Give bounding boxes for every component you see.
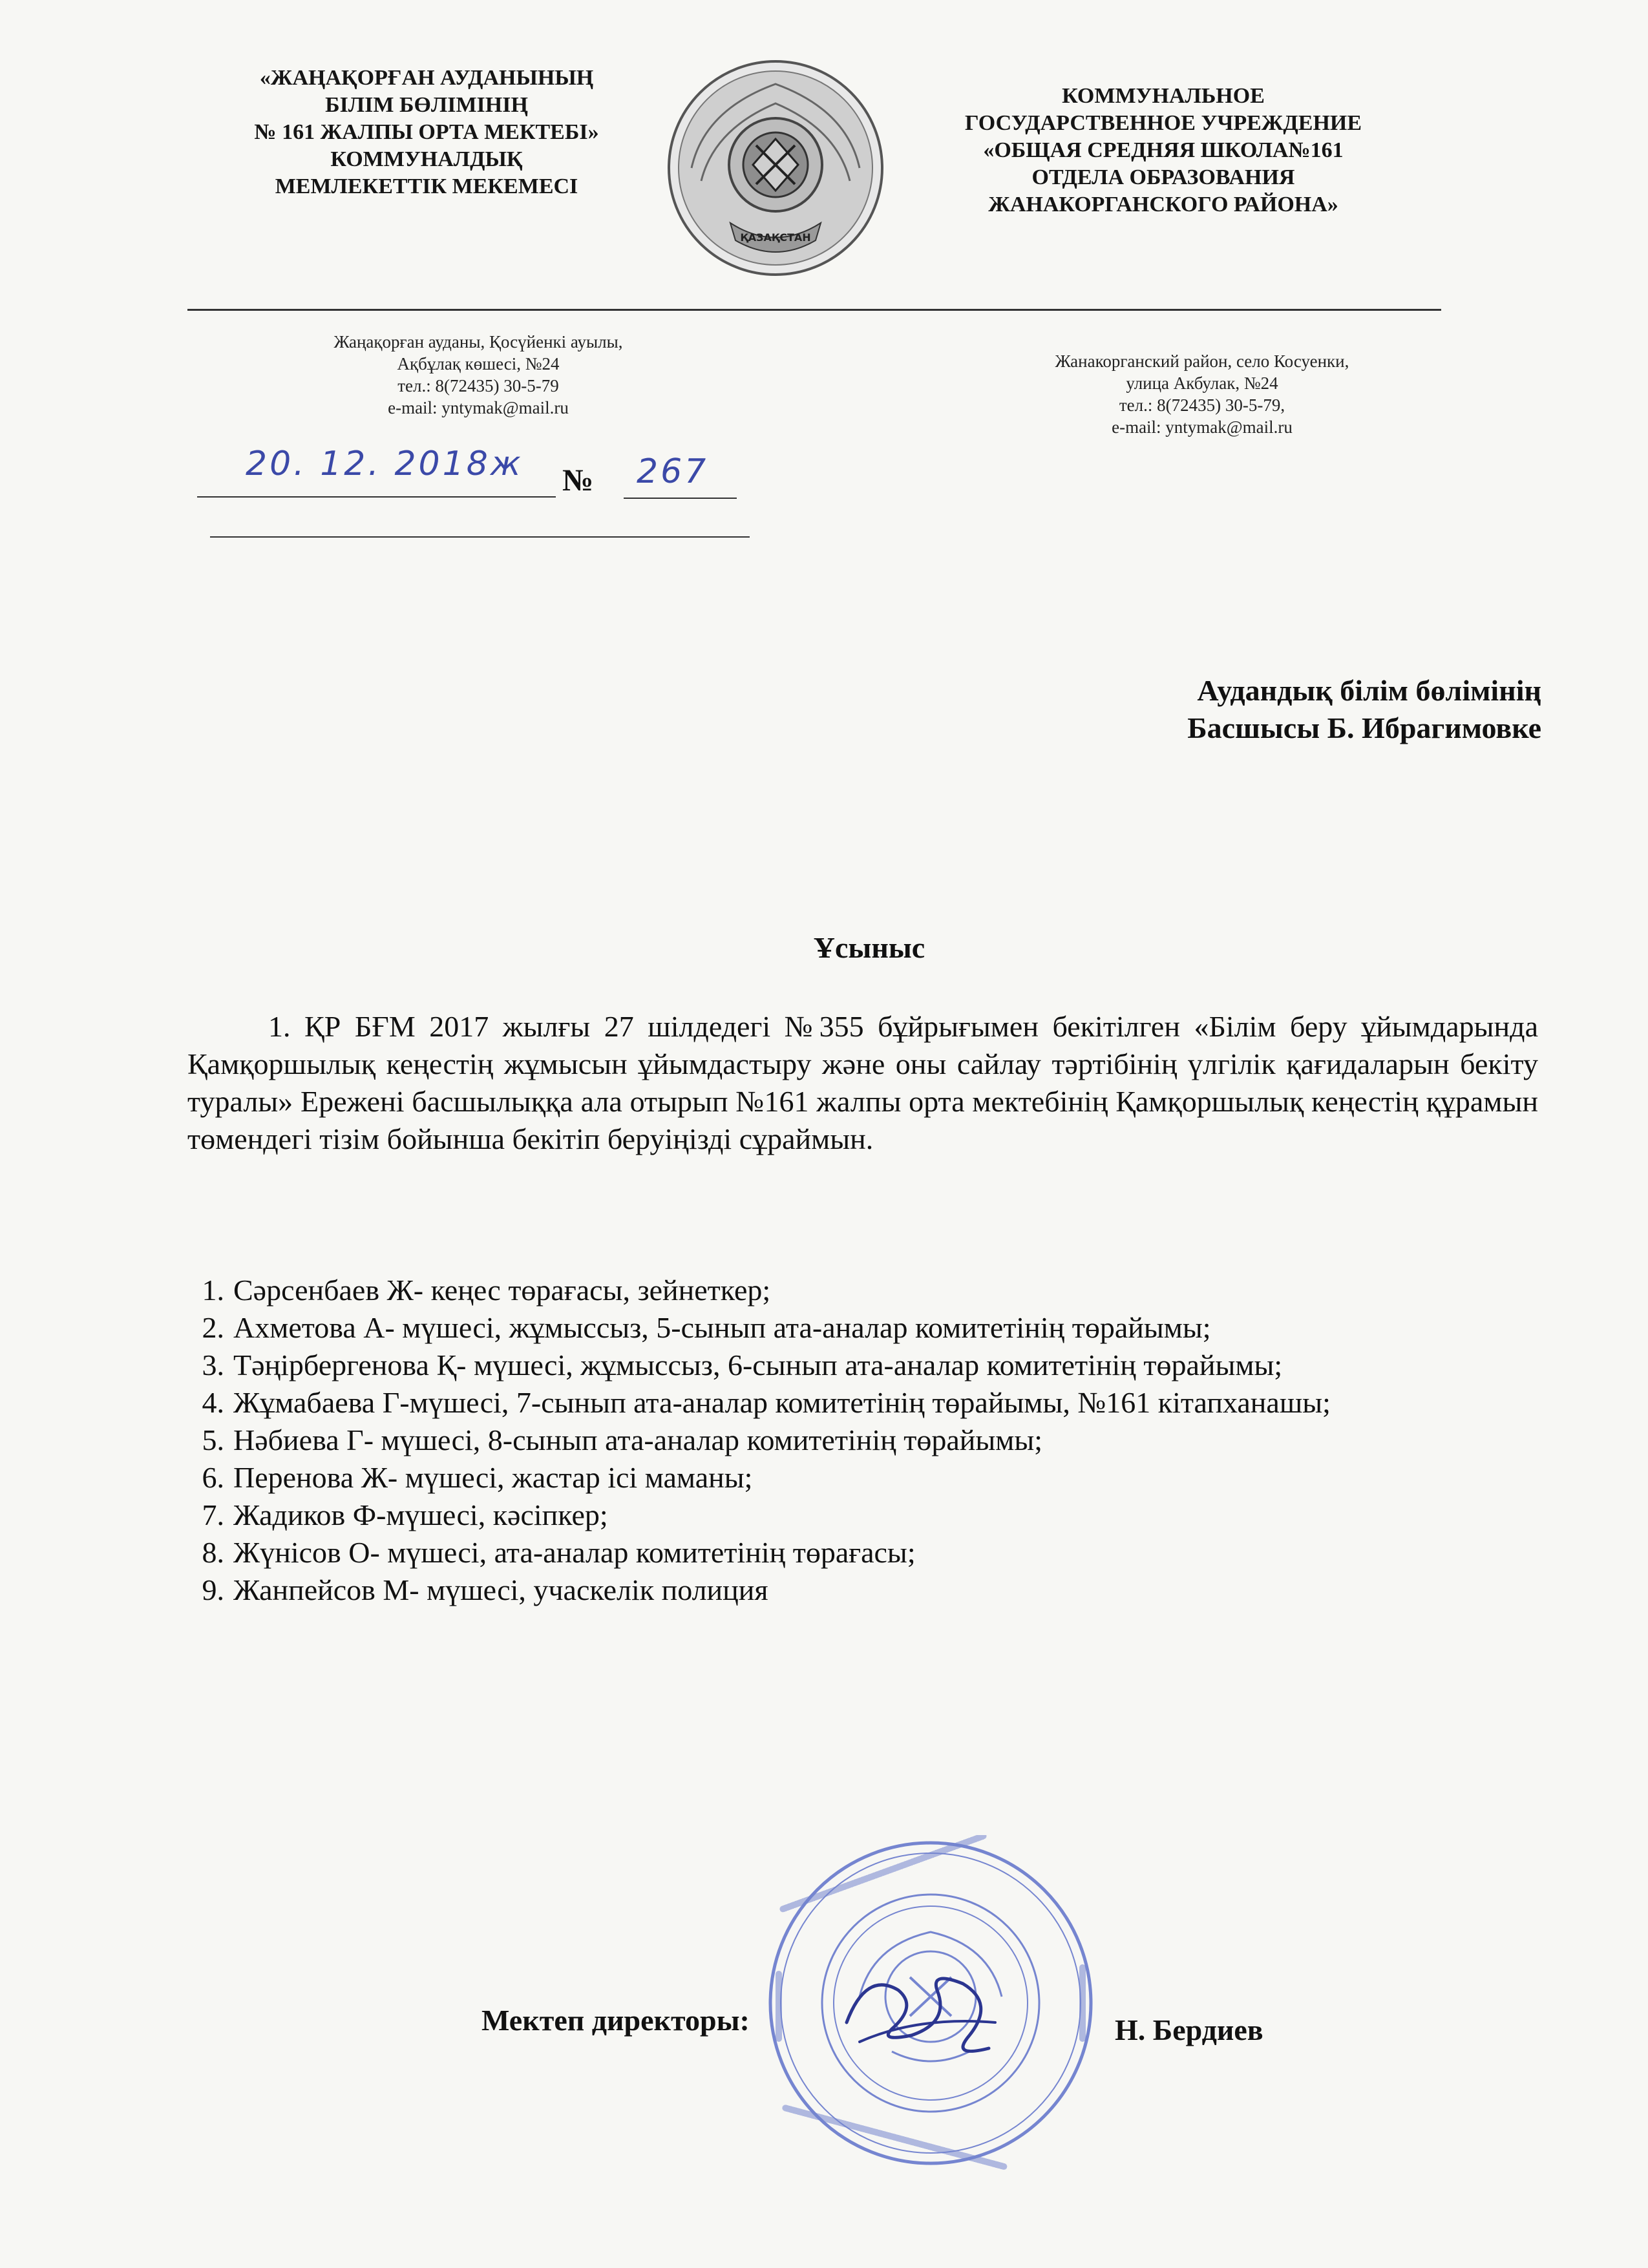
addressee-line: Аудандық білім бөлімінің bbox=[1197, 674, 1541, 707]
list-item bbox=[191, 1422, 1538, 1459]
list-item-number: 1. bbox=[202, 1274, 224, 1307]
addressee-line: Басшысы Б. Ибрагимовке bbox=[1187, 711, 1541, 744]
address-left bbox=[246, 331, 711, 419]
header-right-line: ГОСУДАРСТВЕННОЕ УЧРЕЖДЕНИЕ bbox=[964, 111, 1362, 135]
member-list bbox=[191, 1272, 1538, 1609]
header-right-line: КОММУНАЛЬНОЕ bbox=[1062, 84, 1265, 108]
list-item-number: 6. bbox=[202, 1461, 224, 1494]
signature-position: Мектеп директоры: bbox=[481, 2004, 750, 2037]
header-right-line: ОТДЕЛА ОБРАЗОВАНИЯ bbox=[1031, 165, 1295, 189]
address-right bbox=[969, 350, 1435, 438]
address-right-line: e-mail: yntymak@mail.ru bbox=[1112, 417, 1293, 437]
header-right-line: «ОБЩАЯ СРЕДНЯЯ ШКОЛА№161 bbox=[983, 138, 1344, 162]
list-item bbox=[191, 1534, 1538, 1571]
list-item-number: 8. bbox=[202, 1536, 224, 1569]
number-underline bbox=[624, 498, 737, 499]
header-divider bbox=[187, 309, 1441, 311]
header-right-title bbox=[879, 83, 1448, 218]
list-item bbox=[191, 1272, 1538, 1309]
document-title: Ұсыныс bbox=[813, 931, 925, 964]
list-item-number: 4. bbox=[202, 1386, 224, 1419]
list-item-text: Жадиков Ф-мүшесі, кәсіпкер; bbox=[233, 1498, 608, 1531]
list-item bbox=[191, 1496, 1538, 1534]
number-sign: № bbox=[562, 463, 594, 498]
address-right-line: Жанакорганский район, село Косуенки, bbox=[1055, 352, 1349, 371]
list-item-text: Сәрсенбаев Ж- кеңес төрағасы, зейнеткер; bbox=[233, 1274, 771, 1307]
header-left-title bbox=[181, 65, 672, 200]
header-left-line: КОММУНАЛДЫҚ bbox=[330, 147, 523, 171]
list-item-text: Перенова Ж- мүшесі, жастар ісі маманы; bbox=[233, 1461, 753, 1494]
handwritten-date: 20. 12. 2018ж bbox=[246, 445, 523, 483]
address-left-line: e-mail: yntymak@mail.ru bbox=[388, 398, 569, 417]
reference-underline bbox=[210, 536, 750, 538]
list-item-text: Нәбиева Г- мүшесі, 8-сынып ата-аналар комитетінің төрайымы; bbox=[233, 1423, 1043, 1456]
list-item-text: Жұмабаева Г-мүшесі, 7-сынып ата-аналар комитетінің төрайымы, №161 кітапханашы; bbox=[233, 1386, 1331, 1419]
list-item-number: 9. bbox=[202, 1573, 224, 1606]
signature-name: Н. Бердиев bbox=[1115, 2013, 1263, 2046]
list-item bbox=[191, 1384, 1538, 1422]
list-item bbox=[191, 1571, 1538, 1609]
addressee bbox=[840, 672, 1541, 747]
list-item-text: Ахметова А- мүшесі, жұмыссыз, 5-сынып ата-аналар комитетінің төрайымы; bbox=[233, 1311, 1211, 1344]
list-item bbox=[191, 1347, 1538, 1384]
header-left-line: № 161 ЖАЛПЫ ОРТА МЕКТЕБІ» bbox=[254, 120, 599, 144]
handwritten-signature-icon bbox=[840, 1945, 1008, 2068]
header-left-line: МЕМЛЕКЕТТІК МЕКЕМЕСІ bbox=[275, 174, 578, 198]
address-left-line: Ақбұлақ көшесі, №24 bbox=[397, 354, 560, 373]
list-item-number: 3. bbox=[202, 1349, 224, 1381]
header-left-line: БІЛІМ БӨЛІМІНІҢ bbox=[325, 93, 528, 117]
address-right-line: тел.: 8(72435) 30-5-79, bbox=[1119, 395, 1285, 415]
address-left-line: тел.: 8(72435) 30-5-79 bbox=[397, 376, 559, 395]
list-item-number: 2. bbox=[202, 1311, 224, 1344]
body-paragraph: 1. ҚР БҒМ 2017 жылғы 27 шілдедегі №355 бұйрығымен бекітілген «Білім беру ұйымдарында Қамқоршылық кеңестің жұмысын ұйымдастыру және оны сайлау тәртібінің үлгілік қағидаларын бекіту туралы» Ережені басшылыққа ала отырып №161 жалпы орта мектебінің Қамқоршылық кеңестің құрамын төмендегі тізім бойынша бекітіп беруіңізді сұраймын. bbox=[187, 1010, 1538, 1155]
handwritten-number: 267 bbox=[637, 452, 709, 491]
address-right-line: улица Акбулак, №24 bbox=[1126, 373, 1278, 393]
emblem-label: ҚАЗАҚСТАН bbox=[740, 231, 811, 244]
list-item-number: 5. bbox=[202, 1423, 224, 1456]
header-right-line: ЖАНАКОРГАНСКОГО РАЙОНА» bbox=[988, 193, 1338, 216]
state-emblem-icon bbox=[666, 58, 885, 278]
list-item bbox=[191, 1309, 1538, 1347]
list-item-text: Жанпейсов М- мүшесі, учаскелік полиция bbox=[233, 1573, 768, 1606]
list-item-text: Тәңірбергенова Қ- мүшесі, жұмыссыз, 6-сынып ата-аналар комитетінің төрайымы; bbox=[233, 1349, 1283, 1381]
list-item-text: Жүнісов О- мүшесі, ата-аналар комитетінің төрағасы; bbox=[233, 1536, 916, 1569]
header-left-line: «ЖАҢАҚОРҒАН АУДАНЫНЫҢ bbox=[259, 66, 594, 90]
date-underline bbox=[197, 496, 556, 498]
list-item bbox=[191, 1459, 1538, 1496]
list-item-number: 7. bbox=[202, 1498, 224, 1531]
address-left-line: Жаңақорған ауданы, Қосүйенкі ауылы, bbox=[333, 332, 623, 352]
